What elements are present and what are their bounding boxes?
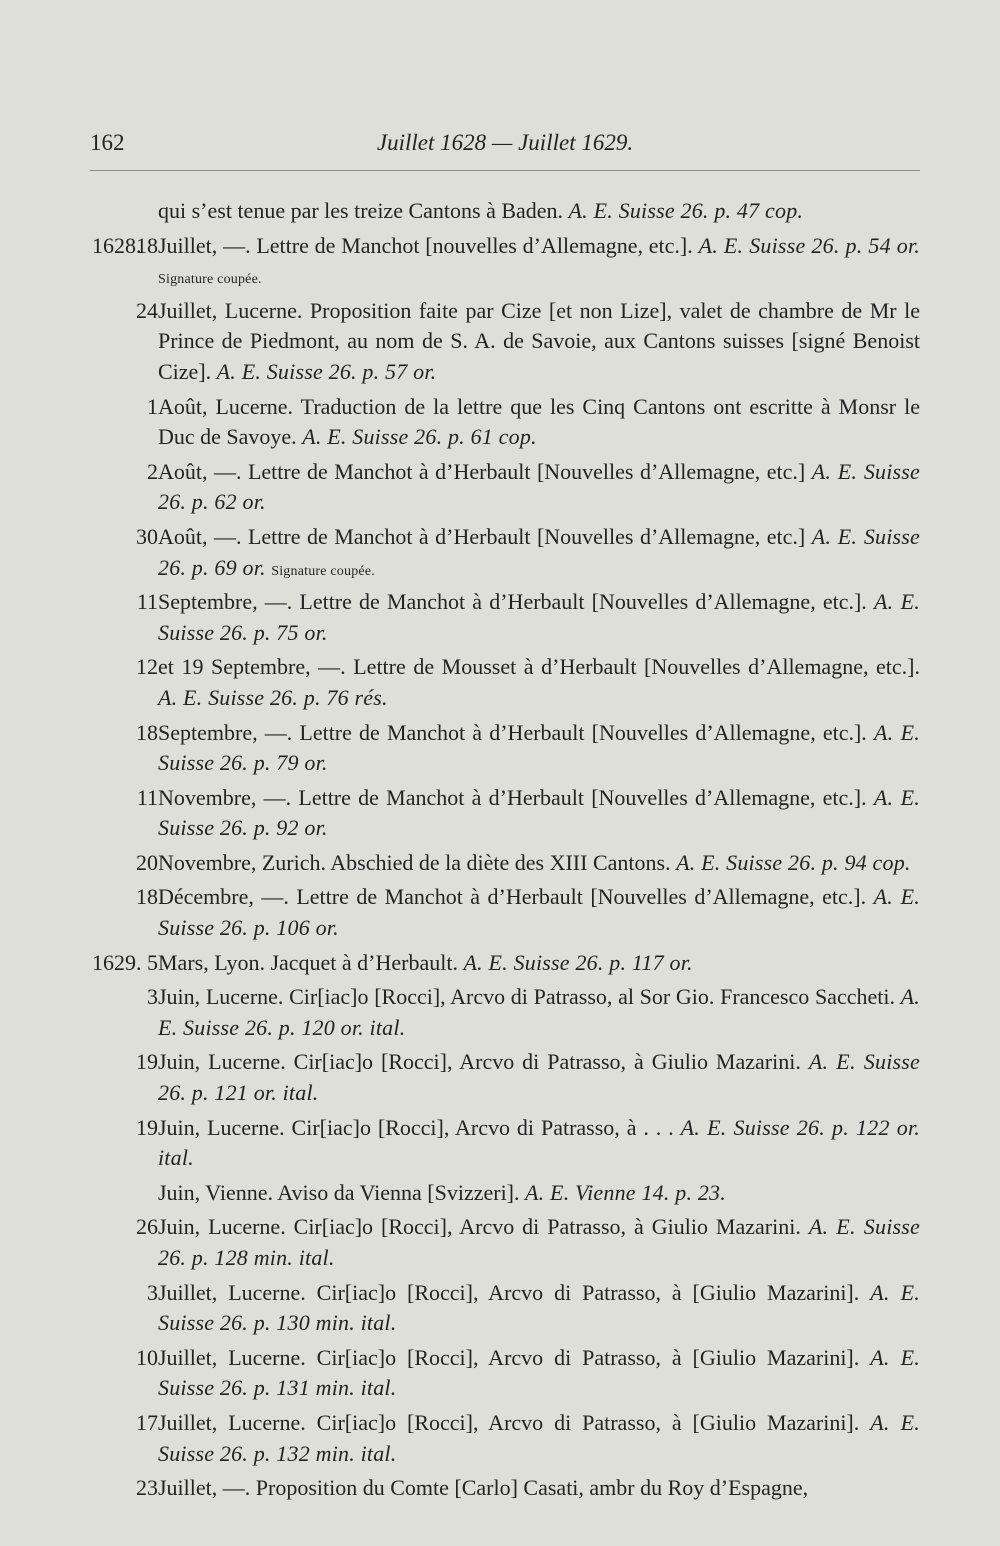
entry-reference: A. E. Suisse 26. p. 128 min. ital.: [158, 1214, 921, 1270]
entry-reference: A. E. Suisse 26. p. 57 or.: [216, 358, 437, 384]
entry-text: et 19 Septembre, —. Lettre de Mousset à d’Herbault [Nouvelles d’Allemagne, etc.].: [158, 654, 920, 680]
entry-reference: A. E. Suisse 26. p. 131 min. ital.: [158, 1344, 920, 1401]
entry: [92, 948, 920, 983]
entry-text: Juillet, Lucerne. Cir[iac]o [Rocci], Arcvo di Patrasso, à [Giulio Mazarini].: [158, 1344, 860, 1370]
entry: [92, 457, 920, 522]
entry-text: qui s’est tenue par les treize Cantons à Baden.: [158, 198, 564, 223]
entry-year: 1629.: [92, 949, 142, 975]
entry-reference: A. E. Suisse 26. p. 117 or.: [463, 949, 693, 975]
entry-reference: A. E. Suisse 26. p. 61 cop.: [302, 424, 537, 450]
entry-reference: A. E. Suisse 26. p. 94 cop.: [676, 849, 911, 875]
entry: [92, 1408, 920, 1473]
entry-day: 30: [136, 523, 158, 549]
entry-day: 17: [136, 1409, 158, 1435]
entry-day: 10: [136, 1344, 158, 1370]
running-title: Juillet 1628 — Juillet 1629.: [376, 130, 634, 155]
entry-text: Juin, Lucerne. Cir[iac]o [Rocci], Arcvo di Patrasso, al Sor Gio. Francesco Saccheti.: [158, 984, 895, 1010]
header-rule: [90, 170, 920, 171]
entry: [92, 392, 920, 457]
entry-reference: A. E. Suisse 26. p. 92 or.: [158, 784, 920, 841]
entry-note: Signature coupée.: [271, 563, 375, 579]
entry: [92, 296, 920, 392]
entry-list: [92, 196, 920, 1508]
entry: [92, 848, 920, 883]
entry-year: 1628.: [92, 232, 142, 258]
entry-note: Signature coupée.: [158, 272, 262, 288]
entry-text: Juin, Lucerne. Cir[iac]o [Rocci], Arcvo di Patrasso, à Giulio Mazarini.: [158, 1049, 801, 1075]
entry-reference: A. E. Suisse 26. p. 106 or.: [158, 884, 920, 941]
entry-day: 24: [136, 297, 158, 323]
entry-day: 3: [147, 984, 158, 1010]
entry: [92, 587, 920, 652]
entry-text: Juin, Vienne. Aviso da Vienna [Svizzeri].: [158, 1179, 520, 1205]
entry-text: Juillet, Lucerne. Cir[iac]o [Rocci], Arcvo di Patrasso, à [Giulio Mazarini].: [158, 1409, 860, 1435]
entry-reference: A. E. Suisse 26. p. 54 or.: [698, 232, 921, 258]
entry: [92, 1113, 920, 1178]
entry-day: 2: [147, 458, 158, 484]
entry: [92, 652, 920, 717]
entry-reference: A. E. Suisse 26. p. 75 or.: [158, 589, 920, 645]
entry-day: 18: [136, 719, 158, 745]
entry-reference: A. E. Suisse 26. p. 62 or.: [158, 458, 921, 515]
entry: [92, 1473, 920, 1508]
entry: [92, 196, 920, 231]
entry-text: Juillet, —. Lettre de Manchot [nouvelles d’Allemagne, etc.].: [158, 232, 693, 258]
entry-reference: A. E. Suisse 26. p. 76 rés.: [158, 684, 388, 710]
entry-day: 1: [147, 393, 158, 419]
page-number: 162: [90, 130, 125, 155]
entry-reference: A. E. Suisse 26. p. 47 cop.: [568, 198, 804, 223]
entry: [92, 1278, 920, 1343]
entry-text: Mars, Lyon. Jacquet à d’Herbault.: [158, 949, 458, 975]
entry-reference: A. E. Suisse 26. p. 69 or.: [158, 523, 921, 580]
entry-text: Décembre, —. Lettre de Manchot à d’Herbault [Nouvelles d’Allemagne, etc.].: [158, 884, 867, 910]
entry: [92, 718, 920, 783]
entry-day: 19: [136, 1114, 158, 1140]
entry: [92, 522, 920, 587]
page-header: [90, 130, 920, 166]
entry-text: Juillet, —. Proposition du Comte [Carlo] Casati, ambr du Roy d’Espagne,: [158, 1475, 809, 1501]
entry-day: 26: [136, 1214, 158, 1240]
entry: [92, 1178, 920, 1213]
entry-text: Novembre, Zurich. Abschied de la diète des XIII Cantons.: [158, 849, 671, 875]
entry: [92, 1047, 920, 1112]
entry-day: 5: [147, 949, 158, 975]
entry-text: Août, —. Lettre de Manchot à d’Herbault [Nouvelles d’Allemagne, etc.]: [158, 458, 806, 484]
entry: [92, 783, 920, 848]
entry-text: Août, Lucerne. Traduction de la lettre que les Cinq Cantons ont escritte à Monsr le Duc de Savoye.: [158, 393, 920, 450]
entry-day: 23: [136, 1475, 158, 1501]
entry-reference: A. E. Suisse 26. p. 130 min. ital.: [158, 1279, 920, 1336]
entry: [92, 982, 920, 1047]
entry-reference: A. E. Suisse 26. p. 120 or. ital.: [158, 984, 920, 1040]
entry-day: 11: [136, 589, 158, 615]
entry-reference: A. E. Suisse 26. p. 132 min. ital.: [158, 1409, 920, 1466]
entry-day: 18: [136, 232, 158, 258]
entry-text: Juin, Lucerne. Cir[iac]o [Rocci], Arcvo di Patrasso, à . . .: [158, 1114, 674, 1140]
entry: [92, 231, 920, 296]
entry-day: 3: [147, 1279, 158, 1305]
entry-text: Septembre, —. Lettre de Manchot à d’Herbault [Nouvelles d’Allemagne, etc.].: [158, 589, 867, 615]
entry-day: 12: [136, 654, 158, 680]
entry-reference: A. E. Suisse 26. p. 122 or. ital.: [158, 1114, 921, 1171]
entry-day: 20: [136, 849, 158, 875]
entry-reference: A. E. Suisse 26. p. 79 or.: [158, 719, 920, 776]
entry-reference: A. E. Suisse 26. p. 121 or. ital.: [158, 1049, 921, 1106]
entry-text: Juillet, Lucerne. Cir[iac]o [Rocci], Arcvo di Patrasso, à [Giulio Mazarini].: [158, 1279, 860, 1305]
entry: [92, 1343, 920, 1408]
entry: [92, 1212, 920, 1277]
entry-text: Juin, Lucerne. Cir[iac]o [Rocci], Arcvo di Patrasso, à Giulio Mazarini.: [158, 1214, 801, 1240]
entry-text: Novembre, —. Lettre de Manchot à d’Herbault [Nouvelles d’Allemagne, etc.].: [158, 784, 867, 810]
entry-text: Août, —. Lettre de Manchot à d’Herbault [Nouvelles d’Allemagne, etc.]: [158, 523, 806, 549]
entry: [92, 882, 920, 947]
entry-day: 18: [136, 884, 158, 910]
entry-day: 19: [136, 1049, 158, 1075]
entry-text: Juillet, Lucerne. Proposition faite par Cize [et non Lize], valet de chambre de Mr le Prince de Piedmont, au nom de S. A. de Savoie, aux Cantons suisses [signé Benoist Cize].: [158, 297, 920, 384]
entry-text: Septembre, —. Lettre de Manchot à d’Herbault [Nouvelles d’Allemagne, etc.].: [158, 719, 867, 745]
entry-reference: A. E. Vienne 14. p. 23.: [525, 1179, 726, 1205]
entry-day: 11: [136, 784, 158, 810]
